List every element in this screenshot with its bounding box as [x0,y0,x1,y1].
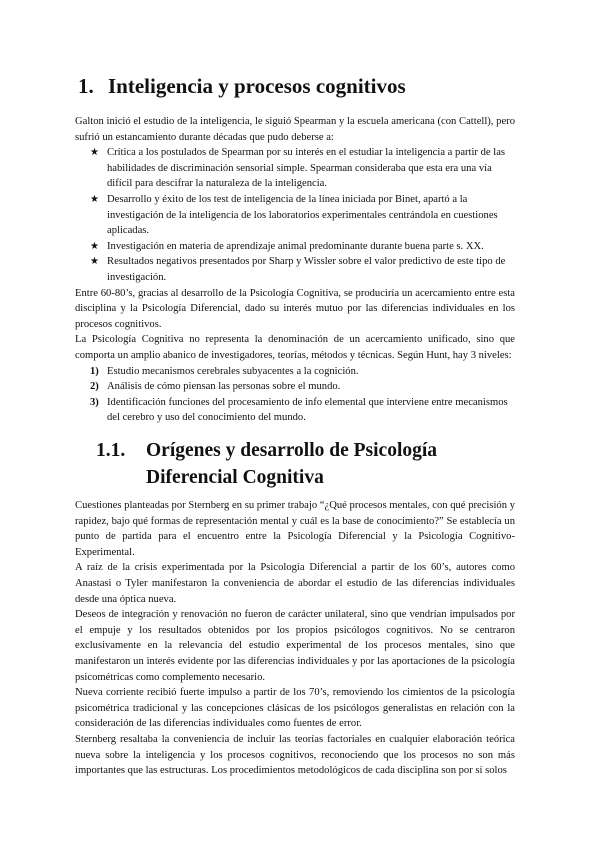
list-item: ★ Resultados negativos presentados por Sharp y Wissler sobre el valor predictivo de este tipo de investigación. [90,256,506,283]
list-item: 3) Identificación funciones del procesamiento de info elemental que interviene entre mecanismos del cerebro y uso del conocimiento del mundo. [90,396,508,424]
section-body [75,114,515,426]
star-icon: ★ [90,193,99,205]
list-item: 2) Análisis de cómo piensan las personas sobre el mundo. [75,379,515,395]
intro-paragraph: Galton inició el estudio de la inteligencia, le siguió Spearman y la escuela americana (con Cattell), pero sufrió un estancamiento durante décadas que pudo deberse a: [75,116,515,143]
section-heading [78,74,406,99]
list-item: ★ Crítica a los postulados de Spearman por su interés en el estudiar la inteligencia a partir de las habilidades de discriminación sensorial simple. Spearman consideraba que esta era una vía difícil para descifrar la naturaleza de la inteligencia. [90,147,506,190]
paragraph: Cuestiones planteadas por Sternberg en su primer trabajo “¿Qué procesos mentales, con qué precisión y rapidez, bajo qué formas de representación mental y cuál es la base de conocimiento?” Se establecía un punto de partida para el encuentro entre la Psicología Diferencial y la Psicología Cognitivo-Experimental. [75,500,515,558]
paragraph: Sternberg resaltaba la conveniencia de incluir las teorías factoriales en cualquier elaboración teórica nueva sobre la inteligencia y los procesos cognitivos, reconociendo que los procesos no son más importantes que las estructuras. Los procedimientos metodológicos de cada disciplina son por sí solos [75,733,515,777]
subsection-title-line2: Diferencial Cognitiva [146,467,324,488]
list-number: 3) [90,396,99,408]
section-title: Inteligencia y procesos cognitivos [108,74,406,98]
star-list [75,145,515,285]
paragraph: Deseos de integración y renovación no fueron de carácter unilateral, sino que vendrían impulsados por el empuje y los resultados obtenidos por los propios psicólogos cognitivos. No se centraron exclusivamente en la relevancia del estudio experimental de los procesos mentales, sino que manifestaron un interés evidente por las diferencias individuales y por las aportaciones de la psicología psicométricas como complemento necesario. [75,609,515,683]
list-item: 1) Estudio mecanismos cerebrales subyacentes a la cognición. [75,364,515,380]
list-number: 2) [90,381,99,393]
list-item: ★ Investigación en materia de aprendizaje animal predominante durante buena parte s. XX. [75,239,515,255]
star-icon: ★ [90,256,99,268]
paragraph: Nueva corriente recibió fuerte impulso a partir de los 70’s, removiendo los cimientos de la psicología psicométrica tradicional y las concepciones clásicas de los psicólogos generalistas en relación con la consideración de las diferencias individuales como fuentes de error. [75,687,515,730]
section-number: 1. [78,74,94,98]
subsection-body [75,498,515,779]
list-item: ★ Desarrollo y éxito de los test de inteligencia de la línea iniciada por Binet, apartó a la investigación de la inteligencia de los laboratorios experimentales centrándola en cuestiones aplicadas. [90,193,498,237]
subsection-heading [96,437,437,491]
subsection-title-line1: Orígenes y desarrollo de Psicología [146,440,438,461]
paragraph: Entre 60-80’s, gracias al desarrollo de la Psicología Cognitiva, se produciría un acercamiento entre esta disciplina y la Psicología Diferencial, dado su interés mutuo por las diferencias individuales en los procesos cognitivos. [75,287,515,330]
star-icon: ★ [90,147,99,159]
list-number: 1) [90,365,99,377]
star-icon: ★ [90,240,99,252]
paragraph: La Psicología Cognitiva no representa la denominación de un acercamiento unificado, sino que comporta un amplio abanico de investigadores, teorías, métodos y técnicas. Según Hunt, hay 3 niveles: [75,334,515,361]
paragraph: A raíz de la crisis experimentada por la Psicología Diferencial a partir de los 60’s, autores como Anastasi o Tyler manifestaron la conveniencia de abordar el estudio de las diferencias individuales desde una óptica nueva. [75,562,515,605]
subsection-number: 1.1. [96,440,126,461]
numbered-list [75,364,515,426]
